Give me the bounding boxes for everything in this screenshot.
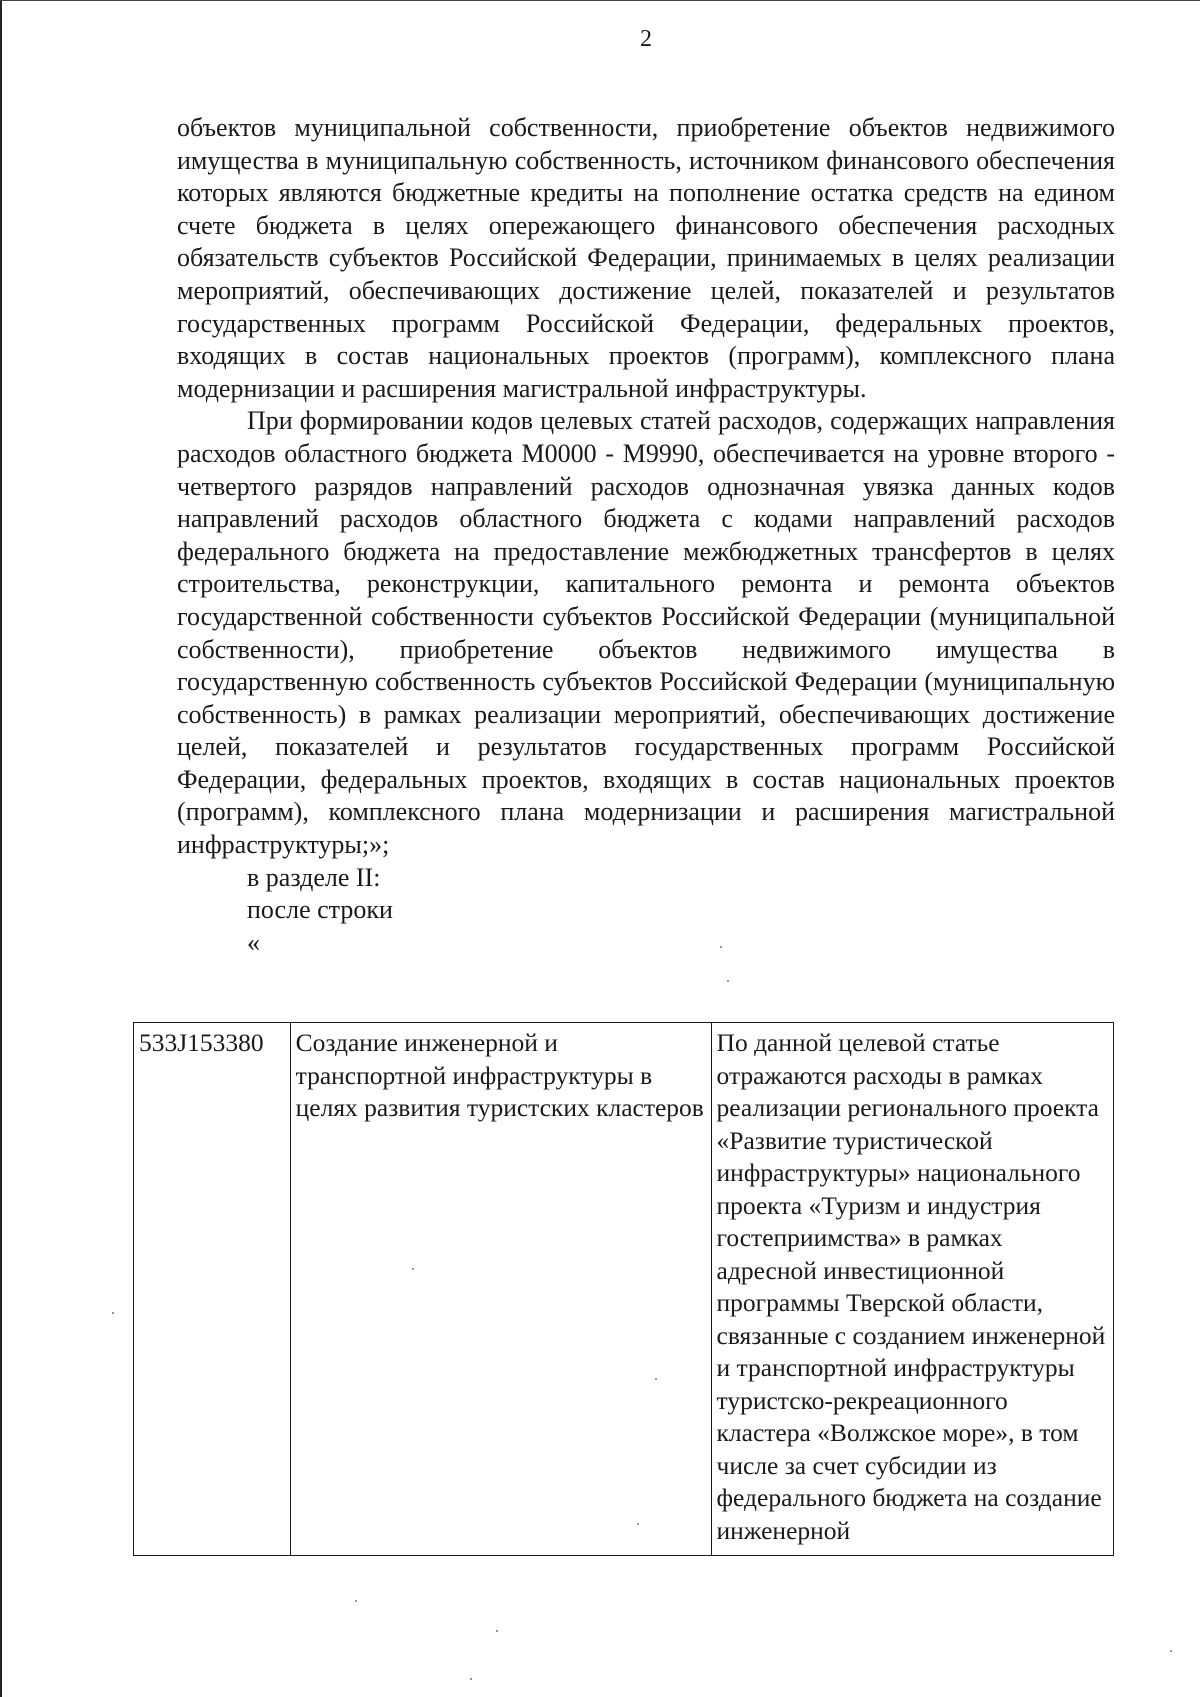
page-number: 2 (640, 26, 652, 52)
scan-speck (637, 1523, 639, 1525)
scan-speck (1170, 1650, 1172, 1652)
scan-speck (496, 1630, 498, 1632)
scan-speck (720, 946, 722, 948)
table-cell-name: Создание инженерной и транспортной инфраструктуры в целях развития туристских кластеров (290, 1023, 711, 1556)
section-line: в разделе II: (247, 862, 381, 892)
scan-speck (727, 980, 729, 982)
scan-speck (655, 1378, 657, 1380)
document-body (177, 112, 1115, 959)
open-quote: « (247, 927, 260, 957)
paragraph-target-codes: При формировании кодов целевых статей расходов, содержащих направления расходов областного бюджета М0000 - М9990, обеспечивается на уровне второго - четвертого разрядов направлений расходов однозначная увязка данных кодов направлений расходов областного бюджета с кодами направлений расходов федерального бюджета на предоставление межбюджетных трансфертов в целях строительства, реконструкции, капитального ремонта и ремонта объектов государственной собственности субъектов Российской Федерации (муниципальной собственности), приобретение объектов недвижимого имущества в государственную собственность субъектов Российской Федерации (муниципальную собственность) в рамках реализации мероприятий, обеспечивающих достижение целей, показателей и результатов государственных программ Российской Федерации, федеральных проектов, входящих в состав национальных проектов (программ), комплексного плана модернизации и расширения магистральной инфраструктуры;»; (177, 406, 1115, 860)
paragraph-continuation: объектов муниципальной собственности, приобретение объектов недвижимого имущества в муниципальную собственность, источником финансового обеспечения которых являются бюджетные кредиты на пополнение остатка средств на едином счете бюджета в целях опережающего финансового обеспечения расходных обязательств субъектов Российской Федерации, принимаемых в целях реализации мероприятий, обеспечивающих достижение целей, показателей и результатов государственных программ Российской Федерации, федеральных проектов, входящих в состав национальных проектов (программ), комплексного плана модернизации и расширения магистральной инфраструктуры. (177, 113, 1115, 403)
scan-border-top (0, 0, 1200, 1)
after-row-line: после строки (247, 895, 393, 925)
scan-speck (470, 1678, 472, 1680)
scan-speck (355, 1600, 357, 1602)
table-cell-description: По данной целевой статье отражаются расходы в рамках реализации регионального проекта «Развитие туристической инфраструктуры» национального проекта «Туризм и индустрия гостеприимства» в рамках адресной инвестиционной программы Тверской области, связанные с созданием инженерной и транспортной инфраструктуры туристско-рекреационного кластера «Волжское море», в том числе за счет субсидии из федерального бюджета на создание инженерной (711, 1023, 1113, 1556)
table-cell-code: 533J153380 (134, 1023, 291, 1556)
table-row (134, 1023, 1114, 1556)
scan-border-left (0, 0, 2, 1697)
scan-speck (112, 1312, 114, 1314)
scan-speck (412, 1268, 414, 1270)
target-article-table (133, 1022, 1114, 1556)
